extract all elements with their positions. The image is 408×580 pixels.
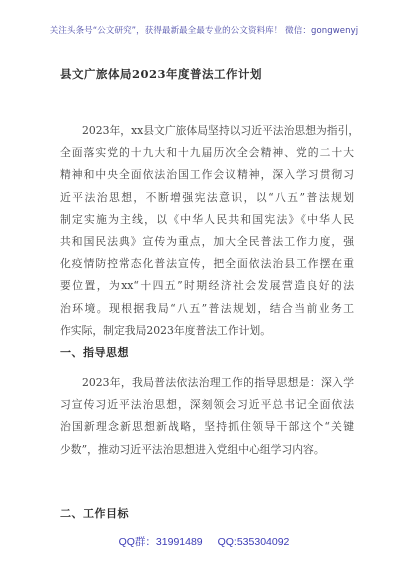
paragraph-line: 2023年，xx县文广旅体局坚持以习近平法治思想为指引， bbox=[82, 124, 360, 137]
paragraph-line: 化疫情防控常态化普法宣传，把全面依法治县工作摆在重 bbox=[60, 257, 354, 271]
paragraph-line: 全面落实党的十九大和十九届历次全会精神、党的二十大 bbox=[60, 146, 354, 160]
paragraph-line: 近平法治思想，不断增强宪法意识，以“八五”普法规划 bbox=[60, 190, 354, 204]
header-banner: 关注头条号“公文研究”，获得最新最全最专业的公文资料库！ 微信：gongwenyj bbox=[49, 26, 359, 36]
paragraph-line: 少数”，推动习近平法治思想进入党组中心组学习内容。 bbox=[60, 442, 325, 456]
section-heading-1: 一、指导思想 bbox=[60, 346, 129, 359]
paragraph-line: 制定实施为主线，以《中华人民共和国宪法》《中华人民 bbox=[60, 212, 354, 226]
paragraph-line: 2023年，我局普法依法治理工作的指导思想是：深入学 bbox=[82, 376, 354, 389]
document-title: 县文广旅体局2023年度普法工作计划 bbox=[60, 67, 263, 81]
paragraph-1 bbox=[60, 120, 360, 342]
qq-group-number: QQ群：31991489 bbox=[118, 536, 203, 548]
section-heading-2: 二、工作目标 bbox=[60, 507, 129, 520]
paragraph-line: 共和国民法典》宣传为重点，加大全民普法工作力度，强 bbox=[60, 235, 354, 249]
paragraph-line: 治国新理念新思想新战略，坚持抓住领导干部这个“关键 bbox=[60, 420, 354, 434]
paragraph-line: 作实际，制定我局2023年度普法工作计划。 bbox=[60, 323, 272, 337]
paragraph-line: 习宣传习近平法治思想，深刻领会习近平总书记全面依法 bbox=[60, 398, 354, 412]
paragraph-2 bbox=[60, 372, 354, 461]
paragraph-line: 精神和中央全面依法治国工作会议精神，深入学习贯彻习 bbox=[60, 168, 354, 182]
paragraph-line: 要位置，为xx“十四五”时期经济社会发展营造良好的法 bbox=[60, 279, 354, 293]
qq-number: QQ:535304092 bbox=[217, 536, 290, 548]
footer-contact bbox=[0, 534, 408, 549]
paragraph-line: 治环境。现根据我局“八五”普法规划，结合当前业务工 bbox=[60, 301, 354, 315]
